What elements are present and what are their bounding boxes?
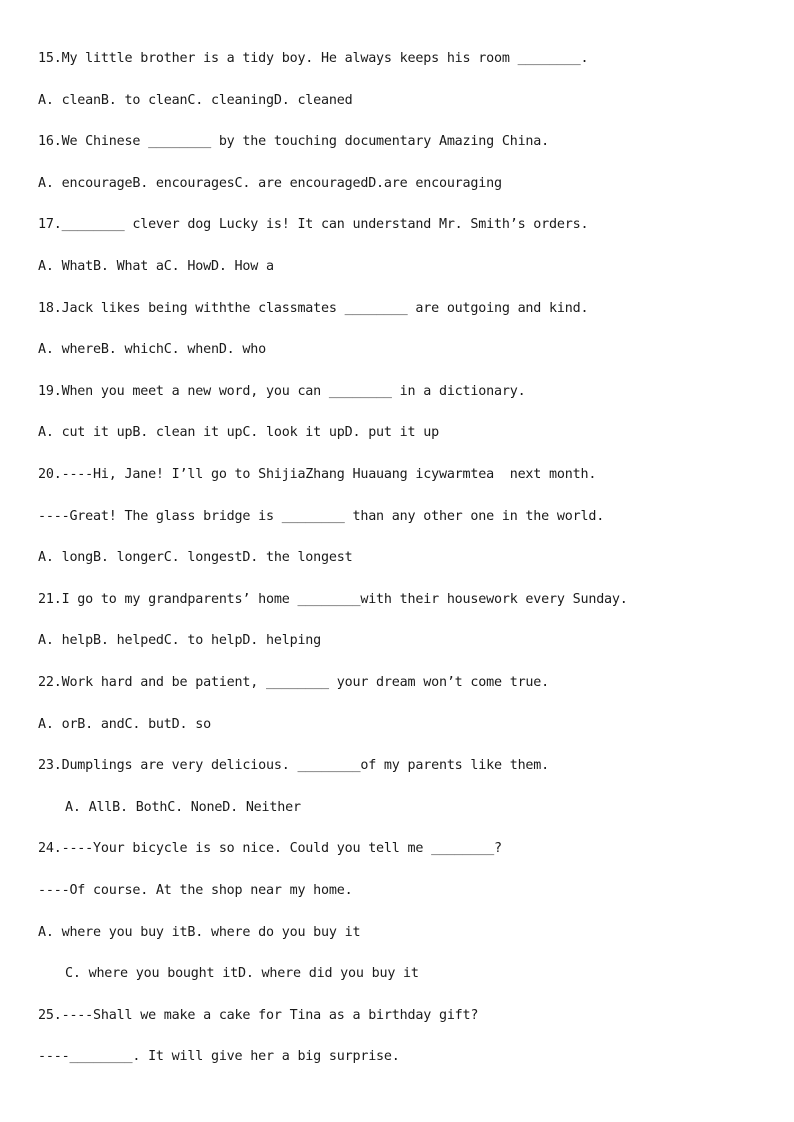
options-24-ab: A. where you buy itB. where do you buy it bbox=[38, 925, 361, 940]
options-16: A. encourageB. encouragesC. are encouragedD.are encouraging bbox=[38, 176, 502, 191]
question-21: 21.I go to my grandparents’ home ________with their housework every Sunday. bbox=[38, 592, 628, 607]
question-20: 20.----Hi, Jane! I’ll go to ShijiaZhang Huauang icywarmtea next month. bbox=[38, 467, 597, 482]
options-19: A. cut it upB. clean it upC. look it upD. put it up bbox=[38, 425, 439, 440]
options-24-cd: C. where you bought itD. where did you buy it bbox=[65, 966, 419, 981]
options-20: A. longB. longerC. longestD. the longest bbox=[38, 550, 353, 565]
question-19: 19.When you meet a new word, you can ________ in a dictionary. bbox=[38, 384, 526, 399]
question-25: 25.----Shall we make a cake for Tina as a birthday gift? bbox=[38, 1008, 479, 1023]
options-22: A. orB. andC. butD. so bbox=[38, 717, 211, 732]
question-20-reply: ----Great! The glass bridge is ________ than any other one in the world. bbox=[38, 509, 605, 524]
question-15: 15.My little brother is a tidy boy. He always keeps his room ________. bbox=[38, 51, 589, 66]
question-24-reply: ----Of course. At the shop near my home. bbox=[38, 883, 353, 898]
question-25-reply: ----________. It will give her a big surprise. bbox=[38, 1049, 400, 1064]
question-17: 17.________ clever dog Lucky is! It can understand Mr. Smith’s orders. bbox=[38, 217, 589, 232]
question-22: 22.Work hard and be patient, ________ your dream won’t come true. bbox=[38, 675, 550, 690]
options-15: A. cleanB. to cleanC. cleaningD. cleaned bbox=[38, 93, 353, 108]
options-17: A. WhatB. What aC. HowD. How a bbox=[38, 259, 274, 274]
question-16: 16.We Chinese ________ by the touching documentary Amazing China. bbox=[38, 134, 550, 149]
question-18: 18.Jack likes being withthe classmates ________ are outgoing and kind. bbox=[38, 301, 589, 316]
options-23: A. AllB. BothC. NoneD. Neither bbox=[65, 800, 301, 815]
question-23: 23.Dumplings are very delicious. ________of my parents like them. bbox=[38, 758, 550, 773]
question-24: 24.----Your bicycle is so nice. Could you tell me ________? bbox=[38, 841, 502, 856]
options-18: A. whereB. whichC. whenD. who bbox=[38, 342, 266, 357]
options-21: A. helpB. helpedC. to helpD. helping bbox=[38, 633, 322, 648]
